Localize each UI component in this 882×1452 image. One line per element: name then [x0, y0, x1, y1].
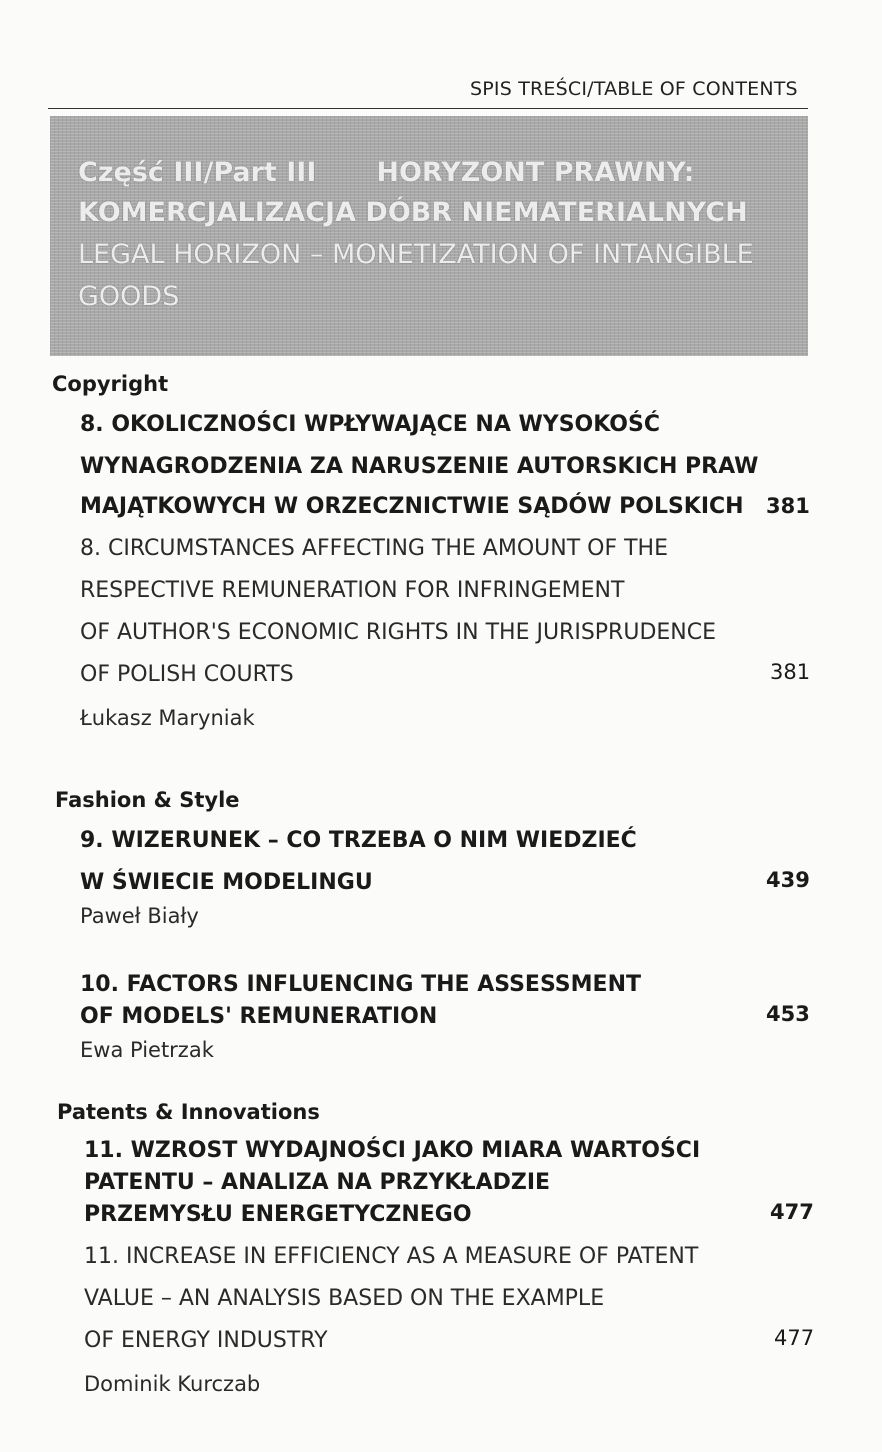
entry-8-title-pl-line[interactable]: 8. OKOLICZNOŚCI WPŁYWAJĄCE NA WYSOKOŚĆ — [80, 412, 661, 437]
section-heading-patents: Patents & Innovations — [57, 1100, 320, 1124]
entry-8-title-en-line[interactable]: OF AUTHOR'S ECONOMIC RIGHTS IN THE JURISPRUDENCE — [80, 620, 717, 645]
entry-9-author: Paweł Biały — [80, 904, 199, 928]
header-rule — [48, 108, 808, 109]
entry-11-author: Dominik Kurczab — [84, 1372, 261, 1396]
entry-10-title-line[interactable]: 10. FACTORS INFLUENCING THE ASSESSMENT — [80, 972, 641, 997]
part-label: Część III/Part III — [78, 157, 317, 188]
entry-10-author: Ewa Pietrzak — [80, 1038, 214, 1062]
entry-9-title-line[interactable]: W ŚWIECIE MODELINGU — [80, 870, 373, 895]
entry-11-page-pl[interactable]: 477 — [770, 1200, 814, 1224]
entry-10-title-line[interactable]: OF MODELS' REMUNERATION — [80, 1004, 438, 1029]
entry-11-title-en-line[interactable]: VALUE – AN ANALYSIS BASED ON THE EXAMPLE — [84, 1286, 605, 1311]
entry-11-page-en[interactable]: 477 — [774, 1326, 815, 1350]
entry-8-author: Łukasz Maryniak — [80, 706, 255, 730]
part-title-pl-2: KOMERCJALIZACJA DÓBR NIEMATERIALNYCH — [78, 197, 748, 228]
entry-8-title-en-line[interactable]: 8. CIRCUMSTANCES AFFECTING THE AMOUNT OF THE — [80, 536, 668, 561]
entry-8-title-pl-line[interactable]: MAJĄTKOWYCH W ORZECZNICTWIE SĄDÓW POLSKICH — [80, 494, 744, 519]
part-title-en-2: GOODS — [78, 281, 180, 312]
entry-11-title-pl-line[interactable]: 11. WZROST WYDAJNOŚCI JAKO MIARA WARTOŚCI — [84, 1138, 701, 1163]
entry-10-page[interactable]: 453 — [766, 1002, 810, 1026]
part-title-pl-1: HORYZONT PRAWNY: — [376, 157, 695, 188]
entry-8-title-en-line[interactable]: RESPECTIVE REMUNERATION FOR INFRINGEMENT — [80, 578, 625, 603]
entry-9-page[interactable]: 439 — [766, 868, 810, 892]
entry-8-title-en-line[interactable]: OF POLISH COURTS — [80, 662, 294, 687]
entry-9-title-line[interactable]: 9. WIZERUNEK – CO TRZEBA O NIM WIEDZIEĆ — [80, 828, 637, 853]
entry-11-title-pl-line[interactable]: PATENTU – ANALIZA NA PRZYKŁADZIE — [84, 1170, 551, 1195]
section-heading-fashion: Fashion & Style — [55, 788, 240, 812]
entry-11-title-pl-line[interactable]: PRZEMYSŁU ENERGETYCZNEGO — [84, 1202, 472, 1227]
entry-8-title-pl-line[interactable]: WYNAGRODZENIA ZA NARUSZENIE AUTORSKICH PRAW — [80, 454, 759, 479]
entry-11-title-en-line[interactable]: OF ENERGY INDUSTRY — [84, 1328, 328, 1353]
entry-11-title-en-line[interactable]: 11. INCREASE IN EFFICIENCY AS A MEASURE OF PATENT — [84, 1244, 699, 1269]
entry-8-page-pl[interactable]: 381 — [766, 494, 810, 518]
part-title-en-1: LEGAL HORIZON – MONETIZATION OF INTANGIBLE — [78, 239, 754, 270]
entry-8-page-en[interactable]: 381 — [770, 660, 811, 684]
section-heading-copyright: Copyright — [52, 372, 169, 396]
part-banner — [50, 116, 808, 356]
running-head: SPIS TREŚCI/TABLE OF CONTENTS — [470, 78, 798, 100]
part-heading-line — [78, 158, 694, 188]
